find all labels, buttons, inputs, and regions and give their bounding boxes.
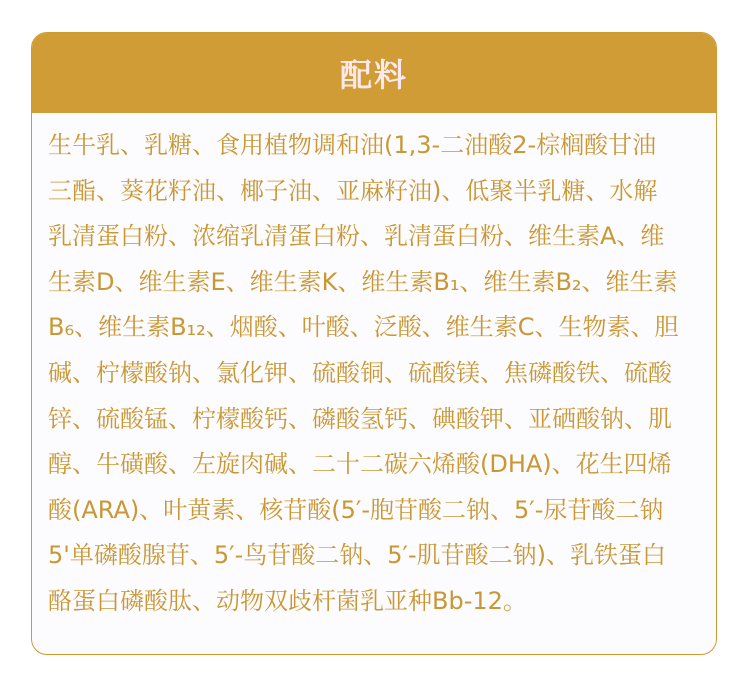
- ingredient-line: 5'单磷酸腺苷、5′-鸟苷酸二钠、5′-肌苷酸二钠)、乳铁蛋白: [48, 541, 666, 570]
- ingredient-line: 碱、柠檬酸钠、氯化钾、硫酸铜、硫酸镁、焦磷酸铁、硫酸: [48, 358, 672, 387]
- ingredient-line: 生素D、维生素E、维生素K、维生素B₁、维生素B₂、维生素: [48, 267, 678, 296]
- ingredient-line: 生牛乳、乳糖、食用植物调和油(1,3-二油酸2-棕榈酸甘油: [48, 131, 657, 159]
- ingredient-line: 酸(ARA)、叶黄素、核苷酸(5′-胞苷酸二钠、5′-尿苷酸二钠: [48, 495, 664, 524]
- ingredients-text: [32, 113, 716, 625]
- ingredient-line: B₆、维生素B₁₂、烟酸、叶酸、泛酸、维生素C、生物素、胆: [48, 313, 679, 342]
- card-header: [32, 33, 716, 113]
- ingredients-card: [31, 32, 717, 655]
- ingredient-line: 醇、牛磺酸、左旋肉碱、二十二碳六烯酸(DHA)、花生四烯: [48, 450, 672, 479]
- ingredient-line: 乳清蛋白粉、浓缩乳清蛋白粉、乳清蛋白粉、维生素A、维: [48, 222, 665, 251]
- ingredient-line: 酪蛋白磷酸肽、动物双歧杆菌乳亚种Bb-12。: [48, 586, 527, 615]
- card-title: 配料: [339, 56, 408, 94]
- ingredient-line: 锌、硫酸锰、柠檬酸钙、磷酸氢钙、碘酸钾、亚硒酸钠、肌: [48, 404, 672, 433]
- ingredient-line: 三酯、葵花籽油、椰子油、亚麻籽油)、低聚半乳糖、水解: [48, 176, 658, 205]
